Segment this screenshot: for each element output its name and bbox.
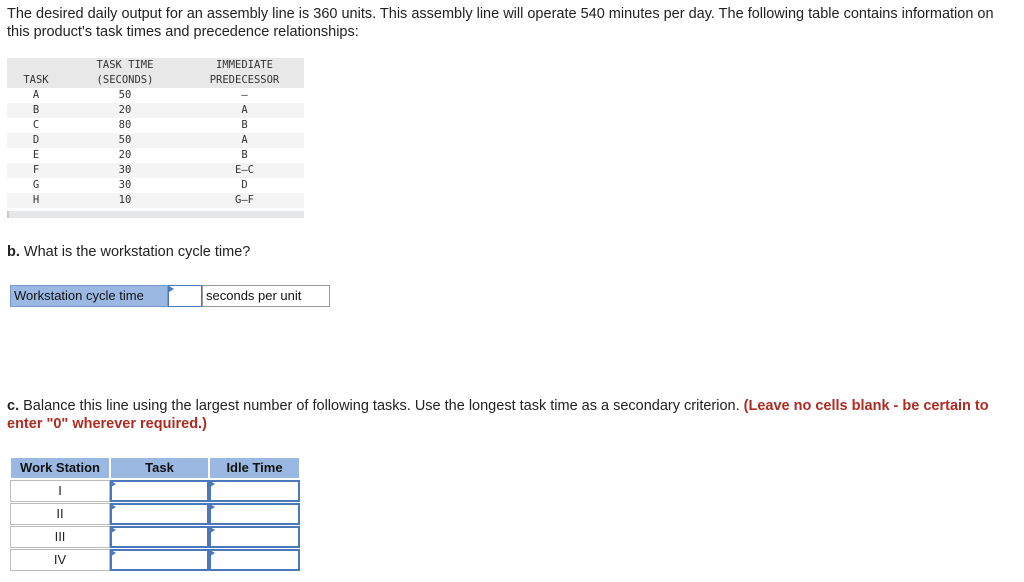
predecessor-cell: G–F [185, 193, 304, 208]
idle-time-input[interactable] [209, 526, 300, 548]
question-c [7, 397, 1007, 433]
table-row [7, 148, 304, 163]
station-name: II [10, 503, 110, 525]
idle-time-input[interactable] [209, 480, 300, 502]
predecessor-cell: A [185, 133, 304, 148]
time-cell: 50 [118, 89, 132, 101]
table-row [7, 178, 304, 193]
predecessor-cell: B [241, 149, 248, 161]
table-row [7, 88, 304, 103]
task-table-header-row-1 [7, 58, 304, 73]
task-input[interactable] [110, 549, 209, 571]
task-table-header-row-2 [7, 73, 304, 88]
header-idle-time: Idle Time [209, 457, 300, 479]
input-marker-icon [111, 504, 116, 510]
task-cell: C [32, 119, 40, 131]
table-footer-bar [7, 211, 304, 218]
task-cell: G [32, 179, 40, 191]
predecessor-cell: D [241, 179, 248, 191]
table-row [7, 103, 304, 118]
task-cell: D [7, 133, 65, 148]
idle-time-input[interactable] [209, 549, 300, 571]
input-marker-icon [169, 286, 174, 292]
idle-time-input[interactable] [209, 503, 300, 525]
table-row [7, 133, 304, 148]
header-task: TASK [7, 73, 65, 88]
task-cell: E [32, 149, 40, 161]
table-row [7, 193, 304, 208]
task-table [7, 58, 304, 208]
task-cell: A [32, 89, 40, 101]
station-name: IV [10, 549, 110, 571]
table-row [7, 118, 304, 133]
predecessor-cell: B [241, 119, 248, 131]
cycle-time-unit: seconds per unit [202, 285, 330, 307]
problem-intro: The desired daily output for an assembly line is 360 units. This assembly line will operate 540 minutes per day. The following table contains information on this product's task times and precedence relationships: [7, 6, 994, 40]
predecessor-cell: E–C [185, 163, 304, 178]
time-cell: 30 [118, 179, 132, 191]
question-c-warning: (Leave no cells blank - be certain to enter "0" wherever required.) [7, 398, 989, 432]
question-b-prefix: b. [7, 244, 20, 260]
task-cell: H [7, 193, 65, 208]
time-cell: 30 [65, 163, 185, 178]
time-cell: 80 [118, 119, 132, 131]
question-b-text: What is the workstation cycle time? [19, 244, 251, 260]
time-cell: 20 [65, 103, 185, 118]
task-cell: F [7, 163, 65, 178]
input-marker-icon [210, 504, 215, 510]
predecessor-cell: A [185, 103, 304, 118]
task-input[interactable] [110, 526, 209, 548]
table-row [7, 163, 304, 178]
header-predecessor-line2: PREDECESSOR [185, 73, 304, 88]
question-b [7, 243, 250, 261]
input-marker-icon [210, 550, 215, 556]
task-input[interactable] [110, 503, 209, 525]
time-cell: 50 [65, 133, 185, 148]
input-marker-icon [111, 550, 116, 556]
header-task: Task [110, 457, 209, 479]
input-marker-icon [210, 527, 215, 533]
station-name: I [10, 480, 110, 502]
header-work-station: Work Station [10, 457, 110, 479]
task-cell: B [7, 103, 65, 118]
header-task-time-line1: TASK TIME [65, 58, 185, 73]
input-marker-icon [111, 481, 116, 487]
station-name: III [10, 526, 110, 548]
input-marker-icon [111, 527, 116, 533]
time-cell: 20 [118, 149, 132, 161]
header-predecessor-line1: IMMEDIATE [185, 58, 304, 73]
time-cell: 10 [65, 193, 185, 208]
input-marker-icon [210, 481, 215, 487]
cycle-time-label: Workstation cycle time [10, 285, 168, 307]
question-c-prefix: c. [7, 398, 20, 414]
header-task-time-line2: (SECONDS) [65, 73, 185, 88]
header-task-spacer [7, 58, 65, 73]
question-c-text: Balance this line using the largest number of following tasks. Use the longest task time as a secondary criterion. [19, 398, 744, 414]
predecessor-cell: — [241, 89, 248, 101]
task-input[interactable] [110, 480, 209, 502]
